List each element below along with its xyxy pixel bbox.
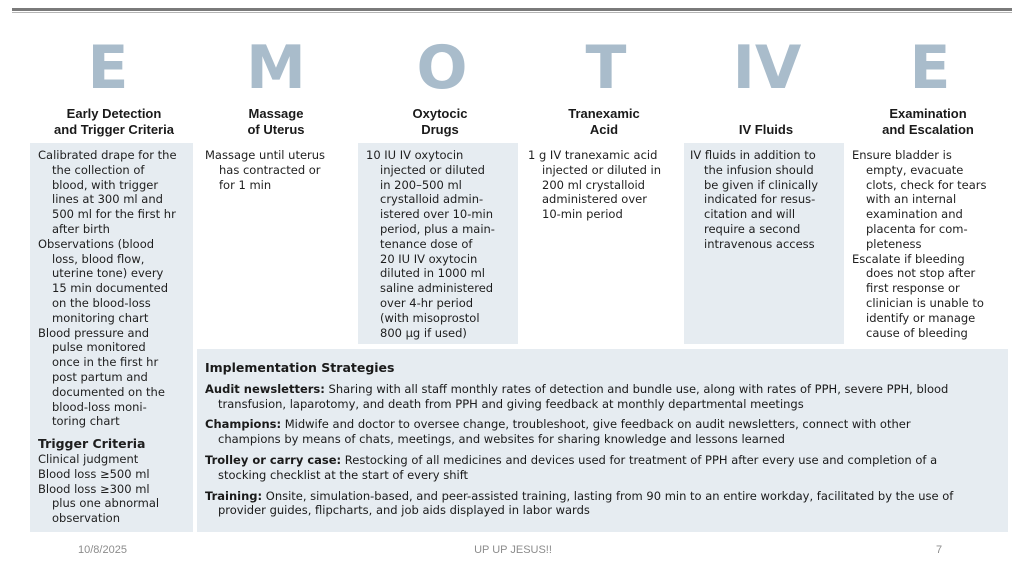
text-line: over 4-hr period: [380, 295, 474, 310]
text-line: blood, with trigger: [52, 177, 159, 192]
letter-m: M: [246, 33, 306, 103]
text-line: IV fluids in addition to: [690, 148, 816, 162]
heading-line: and Escalation: [882, 122, 974, 137]
heading-early-detection: [28, 106, 200, 138]
text-line: uterine tone) every: [52, 266, 164, 281]
text-line: 10 IU IV oxytocin: [366, 148, 464, 162]
letter-t: T: [585, 33, 627, 103]
text-line: post partum and: [52, 369, 148, 384]
footer-page-number: 7: [936, 544, 943, 556]
examination-text: [852, 148, 1008, 340]
text-line: monitoring chart: [52, 310, 149, 325]
text-line: toring chart: [52, 414, 120, 429]
text-line: Blood loss ≥500 ml: [38, 466, 150, 481]
text-line: Blood pressure and: [38, 325, 150, 340]
heading-line: Oxytocic: [412, 106, 468, 121]
text-line: empty, evacuate: [866, 162, 964, 177]
strategy-text: Sharing with all staff monthly rates of detection and bundle use, along with rates of PPH, severe PPH, blood: [324, 381, 949, 396]
heading-line: Drugs: [421, 122, 459, 137]
text-line: pleteness: [866, 236, 922, 251]
text-line: the collection of: [52, 162, 145, 177]
text-line: administered over: [542, 192, 647, 207]
heading-line: Examination: [889, 106, 967, 121]
text-line: Blood loss ≥300 ml: [38, 481, 150, 496]
text-line: istered over 10-min: [380, 207, 494, 222]
letter-iv: IV: [732, 33, 802, 103]
strategy-text: Onsite, simulation-based, and peer-assisted training, lasting from 90 min to an entire workday, facilitated by the use of: [262, 488, 954, 503]
letter-e: E: [87, 33, 129, 103]
text-line: 500 ml for the first hr: [52, 207, 176, 222]
text-line: Calibrated drape for the: [38, 148, 177, 162]
heading-line: Acid: [589, 122, 619, 137]
text-line: crystalloid admin-: [380, 192, 484, 207]
strategy-label: Champions:: [205, 417, 282, 432]
text-line: injected or diluted in: [542, 162, 662, 177]
text-line: be given if clinically: [704, 177, 819, 192]
text-line: plus one abnormal: [52, 496, 160, 511]
strategy-trolley: [205, 453, 998, 483]
text-line: identify or manage: [866, 310, 976, 325]
text-line: the infusion should: [704, 162, 814, 177]
text-line: Observations (blood: [38, 236, 155, 251]
text-line: documented on the: [52, 384, 165, 399]
implementation-title: Implementation Strategies: [205, 360, 395, 375]
heading-line: Tranexamic: [568, 106, 640, 121]
text-line: intravenous access: [704, 236, 815, 251]
text-line: clinician is unable to: [866, 295, 984, 310]
strategy-label: Training:: [205, 488, 263, 503]
text-line: once in the first hr: [52, 355, 159, 370]
text-line: lines at 300 ml and: [52, 192, 163, 207]
text-line: in 200–500 ml: [380, 177, 462, 192]
heading-tranexamic: [524, 106, 684, 138]
text-line: saline administered: [380, 281, 494, 296]
strategy-text-cont: champions by means of chats, meetings, and websites for sharing knowledge and lessons learned: [218, 432, 785, 447]
iv-fluids-text: [690, 148, 844, 252]
strategy-text-cont: transfusion, laparotomy, and death from PPH and giving feedback at monthly departmental meetings: [218, 396, 804, 411]
text-line: on the blood-loss: [52, 295, 151, 310]
text-line: first response or: [866, 281, 960, 296]
strategy-audit-newsletters: [205, 382, 998, 412]
implementation-strategies: [197, 349, 1008, 532]
text-line: 1 g IV tranexamic acid: [528, 148, 658, 162]
text-line: loss, blood flow,: [52, 251, 145, 266]
text-line: after birth: [52, 221, 110, 236]
text-line: observation: [52, 511, 121, 526]
trigger-criteria-text: [38, 452, 193, 526]
early-detection-text: [38, 148, 193, 429]
column-early-detection: [30, 143, 193, 532]
text-line: Ensure bladder is: [852, 148, 952, 162]
footer-title: UP UP JESUS!!: [474, 544, 552, 556]
massage-text: [205, 148, 354, 192]
letter-e2: E: [909, 33, 951, 103]
text-line: require a second: [704, 221, 801, 236]
tranexamic-text: [528, 148, 680, 222]
column-examination: [846, 143, 1008, 344]
heading-line: [686, 106, 846, 122]
strategy-label: Trolley or carry case:: [205, 452, 342, 467]
text-line: 15 min documented: [52, 281, 169, 296]
strategy-text: Restocking of all medicines and devices used for treatment of PPH after every use and completion of a: [341, 452, 938, 467]
heading-line: Massage: [248, 106, 304, 121]
column-oxytocic: [358, 143, 518, 344]
text-line: clots, check for tears: [866, 177, 987, 192]
heading-oxytocic: [360, 106, 520, 138]
text-line: Clinical judgment: [38, 451, 139, 466]
text-line: tenance dose of: [380, 236, 473, 251]
heading-examination: [846, 106, 1010, 138]
strategy-champions: [205, 417, 998, 447]
text-line: for 1 min: [219, 177, 272, 192]
strategy-text-cont: stocking checklist at the start of every shift: [218, 467, 469, 482]
text-line: citation and will: [704, 207, 796, 222]
heading-line: IV Fluids: [738, 122, 794, 137]
emotive-letters: [28, 33, 998, 103]
text-line: pulse monitored: [52, 340, 146, 355]
text-line: diluted in 1000 ml: [380, 266, 485, 281]
text-line: (with misoprostol: [380, 310, 480, 325]
text-line: 800 μg if used): [380, 325, 467, 340]
text-line: Massage until uterus: [205, 148, 326, 162]
oxytocic-text: [366, 148, 518, 340]
strategy-label: Audit newsletters:: [205, 381, 325, 396]
heading-line: Early Detection: [66, 106, 162, 121]
column-massage: [197, 143, 354, 344]
text-line: 10-min period: [542, 207, 623, 222]
text-line: 200 ml crystalloid: [542, 177, 645, 192]
text-line: Escalate if bleeding: [852, 251, 965, 266]
text-line: with an internal: [866, 192, 957, 207]
letter-o: O: [416, 33, 468, 103]
column-iv-fluids: [684, 143, 844, 344]
strategy-text-cont: provider guides, flipcharts, and job aids displayed in labor wards: [218, 503, 590, 518]
text-line: period, plus a main-: [380, 221, 495, 236]
column-tranexamic: [520, 143, 680, 344]
top-rule-thin: [12, 12, 1012, 13]
column-headings: [28, 106, 1008, 142]
heading-iv-fluids: [686, 106, 846, 138]
text-line: 20 IU IV oxytocin: [380, 251, 478, 266]
text-line: cause of bleeding: [866, 325, 968, 340]
strategy-training: [205, 489, 998, 519]
heading-line: and Trigger Criteria: [54, 122, 174, 137]
strategy-text: Midwife and doctor to oversee change, troubleshoot, give feedback on audit newsletters, connect with other: [281, 417, 911, 432]
text-line: indicated for resus-: [704, 192, 816, 207]
top-rule: [12, 8, 1012, 11]
text-line: examination and: [866, 207, 963, 222]
heading-massage: [196, 106, 356, 138]
footer-date: 10/8/2025: [78, 544, 127, 556]
text-line: injected or diluted: [380, 162, 485, 177]
text-line: does not stop after: [866, 266, 976, 281]
text-line: blood-loss moni-: [52, 399, 147, 414]
trigger-criteria-title: Trigger Criteria: [38, 436, 146, 452]
heading-line: of Uterus: [247, 122, 305, 137]
text-line: placenta for com-: [866, 221, 968, 236]
text-line: has contracted or: [219, 162, 321, 177]
